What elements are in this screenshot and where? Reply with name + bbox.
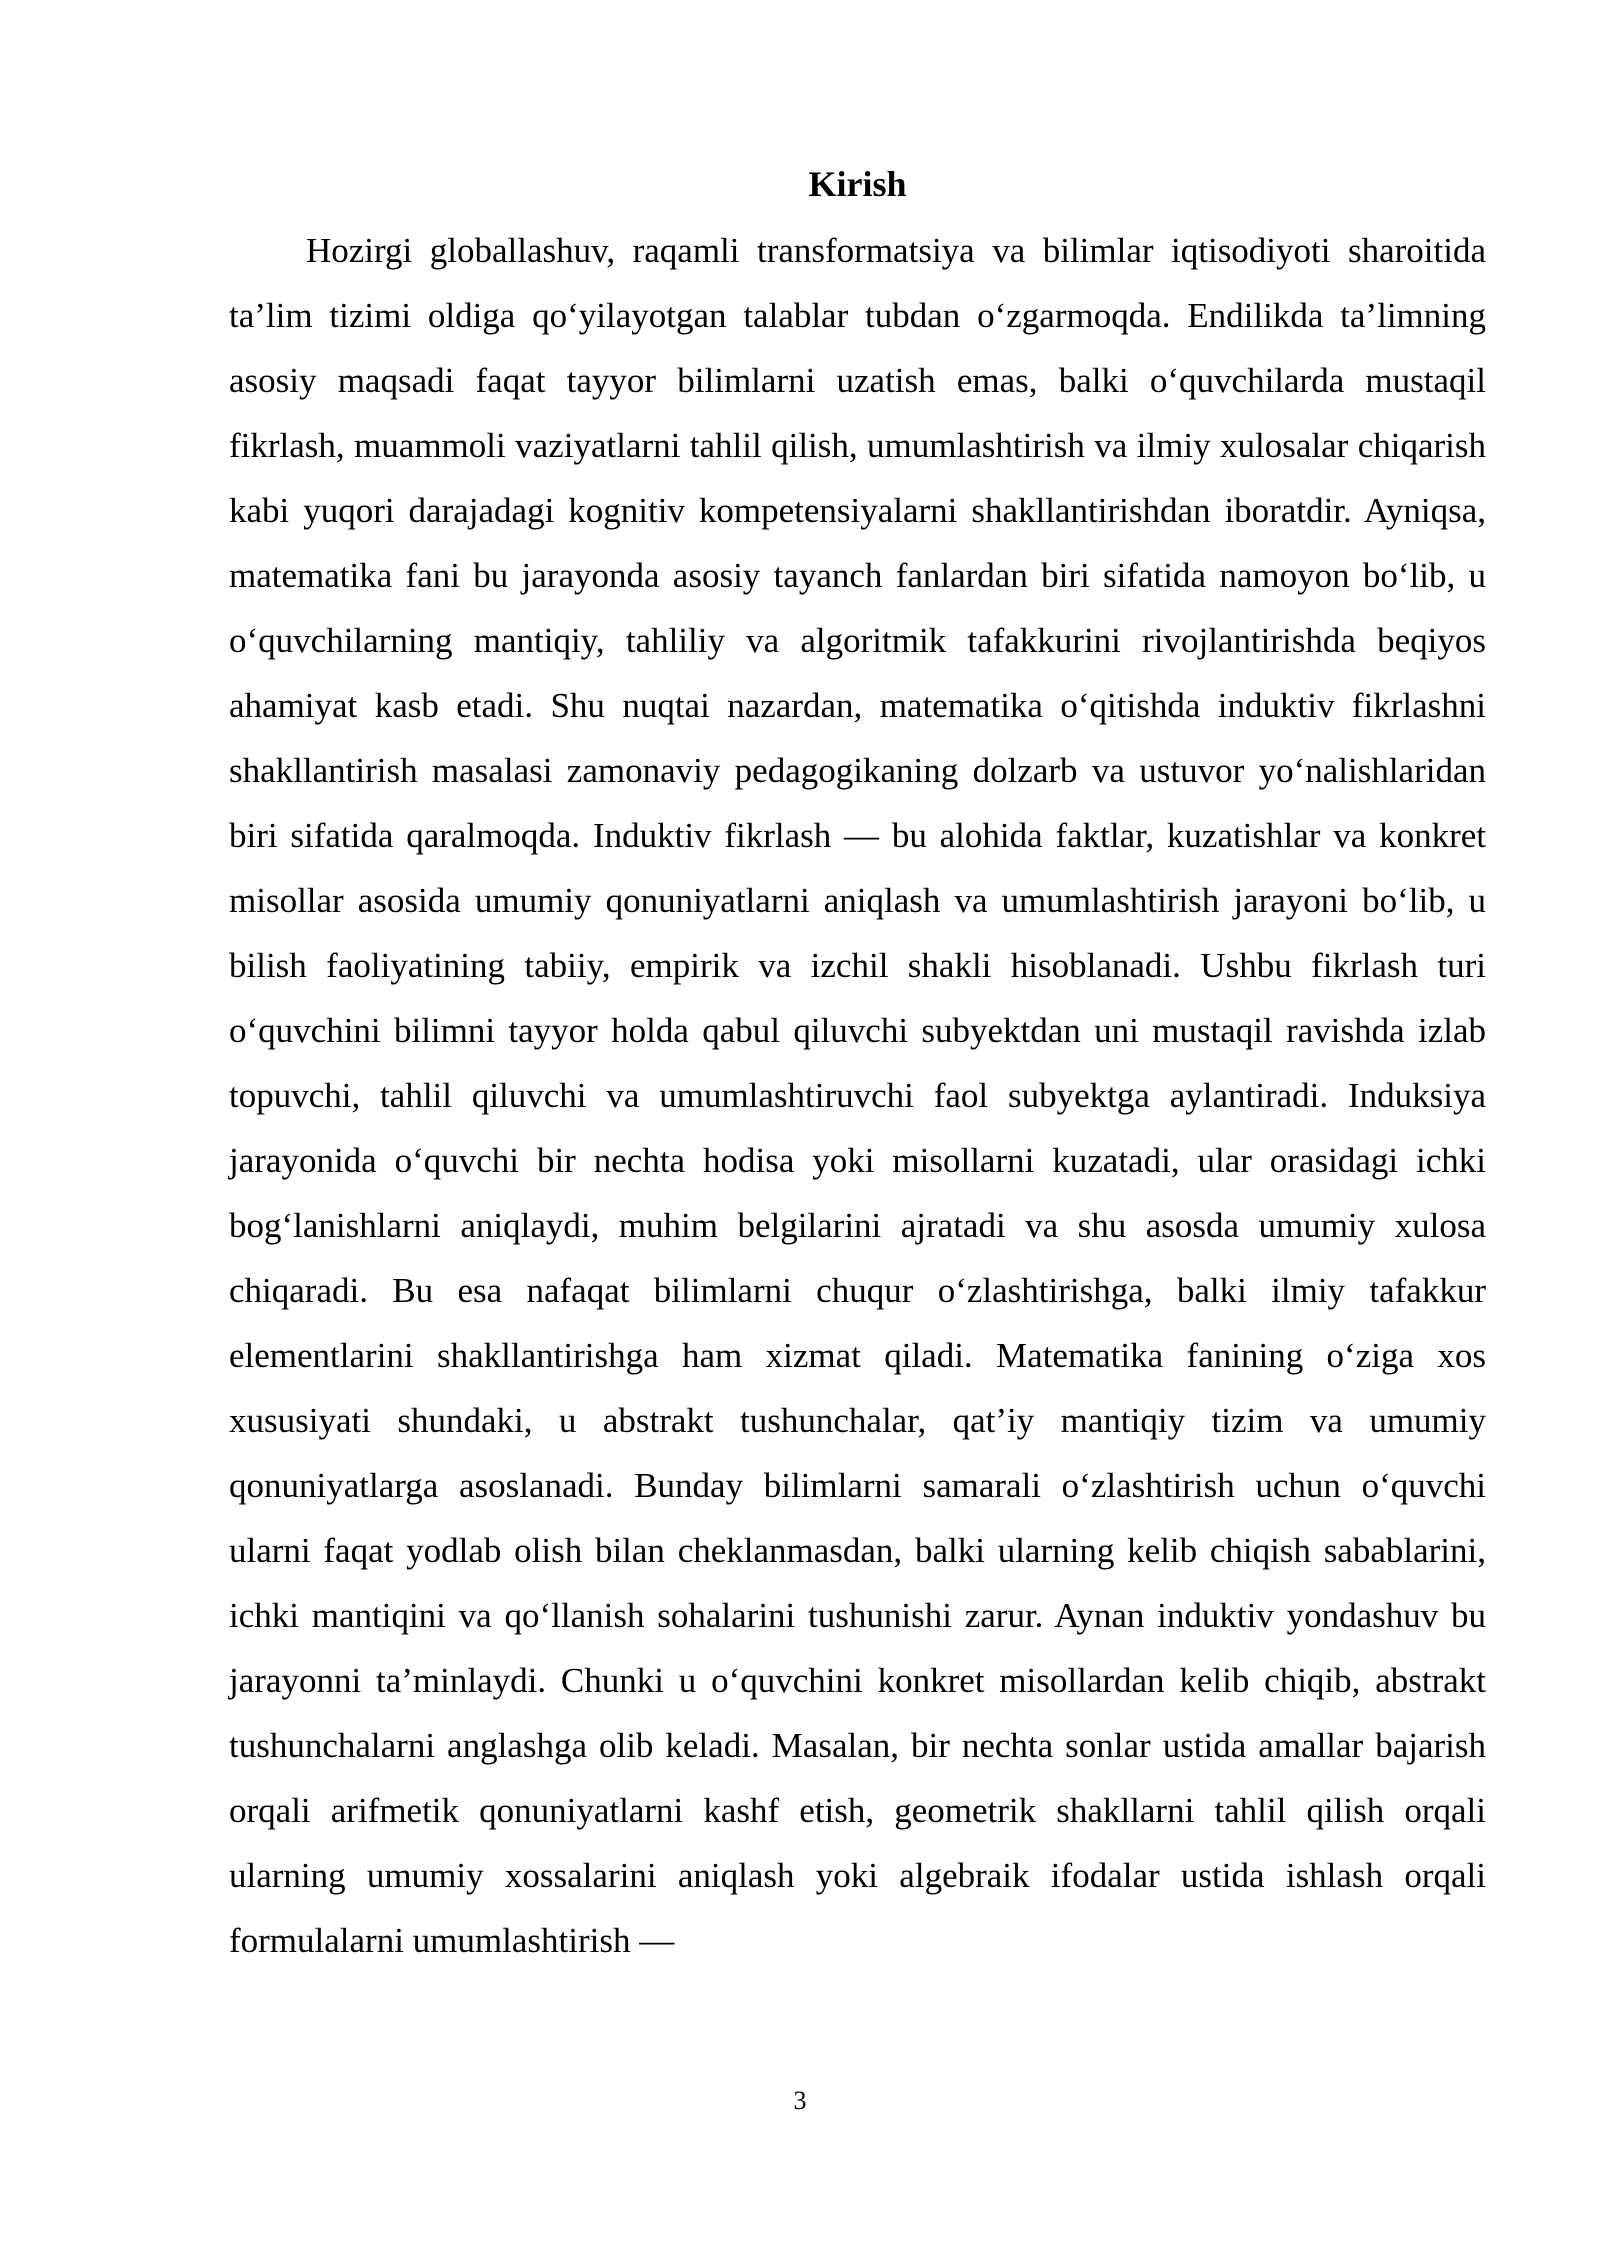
body-paragraph: Hozirgi globallashuv, raqamli transformatsiya va bilimlar iqtisodiyoti sharoitida ta’lim tizimi oldiga qo‘yilayotgan talablar tubdan o‘zgarmoqda. Endilikda ta’limning asosiy maqsadi faqat tayyor bilimlarni uzatish emas, balki o‘quvchilarda mustaqil fikrlash, muammoli vaziyatlarni tahlil qilish, umumlashtirish va ilmiy xulosalar chiqarish kabi yuqori darajadagi kognitiv kompetensiyalarni shakllantirishdan iboratdir. Ayniqsa, matematika fani bu jarayonda asosiy tayanch fanlardan biri sifatida namoyon bo‘lib, u o‘quvchilarning mantiqiy, tahliliy va algoritmik tafakkurini rivojlantirishda beqiyos ahamiyat kasb etadi. Shu nuqtai nazardan, matematika o‘qitishda induktiv fikrlashni shakllantirish masalasi zamonaviy pedagogikaning dolzarb va ustuvor yo‘nalishlaridan biri sifatida qaralmoqda. Induktiv fikrlash — bu alohida faktlar, kuzatishlar va konkret misollar asosida umumiy qonuniyatlarni aniqlash va umumlashtirish jarayoni bo‘lib, u bilish faoliyatining tabiiy, empirik va izchil shakli hisoblanadi. Ushbu fikrlash turi o‘quvchini bilimni tayyor holda qabul qiluvchi subyektdan uni mustaqil ravishda izlab topuvchi, tahlil qiluvchi va umumlashtiruvchi faol subyektga aylantiradi. Induksiya jarayonida o‘quvchi bir nechta hodisa yoki misollarni kuzatadi, ular orasidagi ichki bog‘lanishlarni aniqlaydi, muhim belgilarini ajratadi va shu asosda umumiy xulosa chiqaradi. Bu esa nafaqat bilimlarni chuqur o‘zlashtirishga, balki ilmiy tafakkur elementlarini shakllantirishga ham xizmat qiladi. Matematika fanining o‘ziga xos xususiyati shundaki, u abstrakt tushunchalar, qat’iy mantiqiy tizim va umumiy qonuniyatlarga asoslanadi. Bunday bilimlarni samarali o‘zlashtirish uchun o‘quvchi ularni faqat yodlab olish bilan cheklanmasdan, balki ularning kelib chiqish sabablarini, ichki mantiqini va qo‘llanish sohalarini tushunishi zarur. Aynan induktiv yondashuv bu jarayonni ta’minlaydi. Chunki u o‘quvchini konkret misollardan kelib chiqib, abstrakt tushunchalarni anglashga olib keladi. Masalan, bir nechta sonlar ustida amallar bajarish orqali arifmetik qonuniyatlarni kashf etish, geometrik shakllarni tahlil qilish orqali ularning umumiy xossalarini aniqlash yoki algebraik ifodalar ustida ishlash orqali formulalarni umumlashtirish — — [229, 231, 1486, 1960]
section-heading: Kirish — [808, 164, 907, 204]
page-number: 3 — [793, 2086, 807, 2115]
